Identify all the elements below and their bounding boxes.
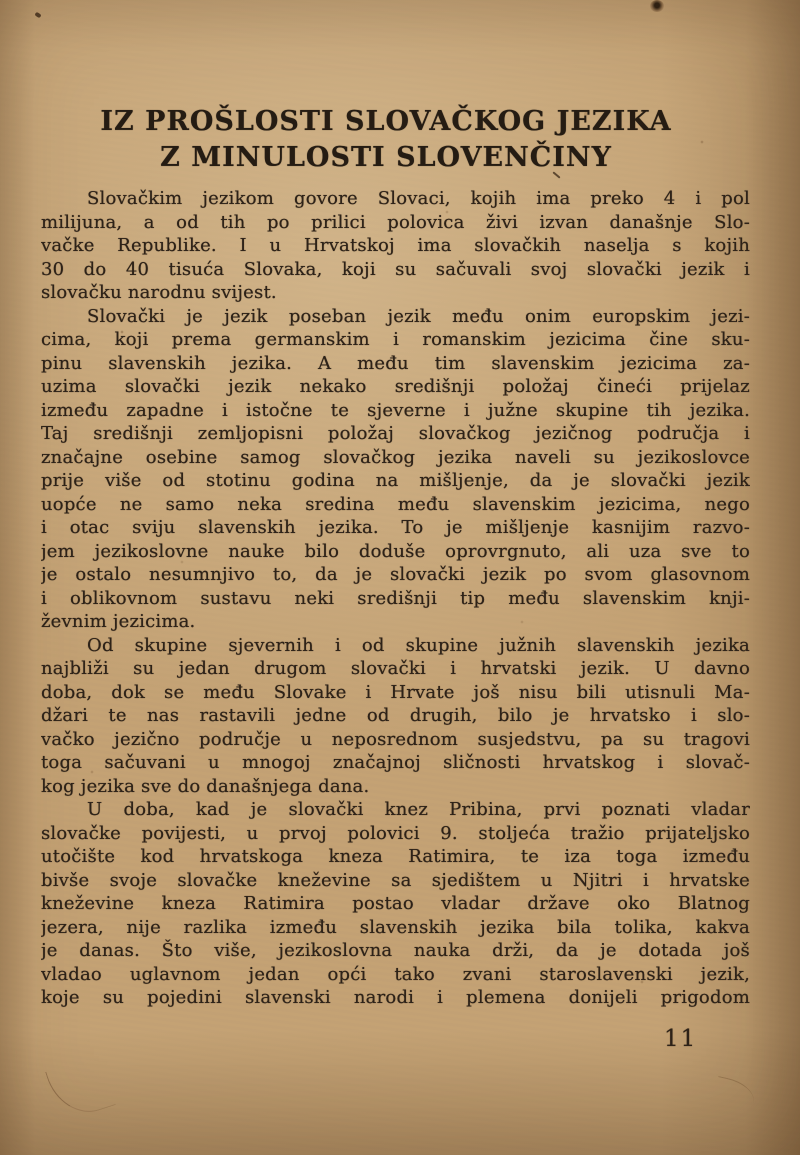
text-line: vačke Republike. I u Hrvatskoj ima slovačkih naselja s kojih <box>41 235 750 256</box>
text-block <box>41 187 750 1010</box>
text-line: Slovačkim jezikom govore Slovaci, kojih ima preko 4 i pol <box>87 188 750 209</box>
text-line: slovačku narodnu svijest. <box>41 282 277 303</box>
paragraph <box>41 798 750 1010</box>
text-line: je ostalo nesumnjivo to, da je slovački jezik po svom glasovnom <box>41 564 750 585</box>
ink-speck <box>34 12 41 19</box>
text-line: kneževine kneza Ratimira postao vladar države oko Blatnog <box>41 893 750 914</box>
page-number: 11 <box>664 1026 698 1052</box>
text-line: je danas. Što više, jezikoslovna nauka drži, da je dotada još <box>41 940 750 961</box>
text-line: cima, koji prema germanskim i romanskim jezicima čine sku- <box>41 329 750 350</box>
text-line: bivše svoje slovačke kneževine sa sjedištem u Njitri i hrvatske <box>41 869 750 891</box>
paragraph <box>41 187 750 305</box>
paragraph <box>41 305 750 634</box>
paragraph <box>41 634 750 799</box>
text-line: jem jezikoslovne nauke bilo doduše oprovrgnuto, ali uza sve to <box>41 540 750 562</box>
text-line: Od skupine sjevernih i od skupine južnih slavenskih jezika <box>87 634 750 656</box>
text-line: koje su pojedini slavenski narodi i plemena donijeli prigodom <box>41 987 750 1008</box>
text-line: uopće ne samo neka sredina među slavenskim jezicima, nego <box>41 493 750 515</box>
text-line: uzima slovački jezik nekako središnji položaj čineći prijelaz <box>41 376 750 397</box>
chapter-title-croatian: IZ PROŠLOSTI SLOVAČKOG JEZIKA <box>100 106 672 137</box>
text-line: značajne osebine samog slovačkog jezika naveli su jezikoslovce <box>41 446 750 468</box>
chapter-title-slovak: Z MINULOSTI SLOVENČINY <box>160 142 612 173</box>
text-line: U doba, kad je slovački knez Pribina, prvi poznati vladar <box>87 799 750 820</box>
ink-blot <box>650 0 664 12</box>
text-line: prije više od stotinu godina na mišljenje, da je slovački jezik <box>41 470 750 491</box>
text-line: 30 do 40 tisuća Slovaka, koji su sačuvali svoj slovački jezik i <box>41 258 750 280</box>
text-line: Taj središnji zemljopisni položaj slovačkog jezičnog područja i <box>41 423 750 444</box>
text-line: milijuna, a od tih po prilici polovica živi izvan današnje Slo- <box>41 211 750 233</box>
text-line: i otac sviju slavenskih jezika. To je mišljenje kasnijim razvo- <box>41 517 750 538</box>
text-line: džari te nas rastavili jedne od drugih, bilo je hrvatsko i slo- <box>41 705 750 726</box>
text-line: vačko jezično područje u neposrednom susjedstvu, pa su tragovi <box>41 728 750 750</box>
text-line: doba, dok se među Slovake i Hrvate još nisu bili utisnuli Ma- <box>41 681 750 703</box>
text-line: Slovački je jezik poseban jezik među onim europskim jezi- <box>87 305 750 327</box>
text-line: ževnim jezicima. <box>41 611 196 632</box>
text-line: i oblikovnom sustavu neki središnji tip među slavenskim knji- <box>41 587 750 609</box>
text-line: kog jezika sve do današnjega dana. <box>41 775 370 797</box>
text-line: vladao uglavnom jedan opći tako zvani staroslavenski jezik, <box>41 963 750 985</box>
paper-scratch <box>45 1054 116 1122</box>
chapter-title <box>0 104 772 176</box>
text-line: najbliži su jedan drugom slovački i hrvatski jezik. U davno <box>41 658 750 679</box>
text-line: pinu slavenskih jezika. A među tim slavenskim jezicima za- <box>41 352 750 374</box>
text-line: utočište kod hrvatskoga kneza Ratimira, te iza toga između <box>41 846 750 867</box>
paper-fiber <box>714 1076 757 1103</box>
text-line: između zapadne i istočne te sjeverne i južne skupine tih jezika. <box>41 399 750 421</box>
text-line: toga sačuvani u mnogoj značajnoj sličnosti hrvatskog i slovač- <box>41 752 750 773</box>
text-line: slovačke povijesti, u prvoj polovici 9. stoljeća tražio prijateljsko <box>41 822 750 844</box>
text-line: jezera, nije razlika između slavenskih jezika bila tolika, kakva <box>41 916 750 938</box>
